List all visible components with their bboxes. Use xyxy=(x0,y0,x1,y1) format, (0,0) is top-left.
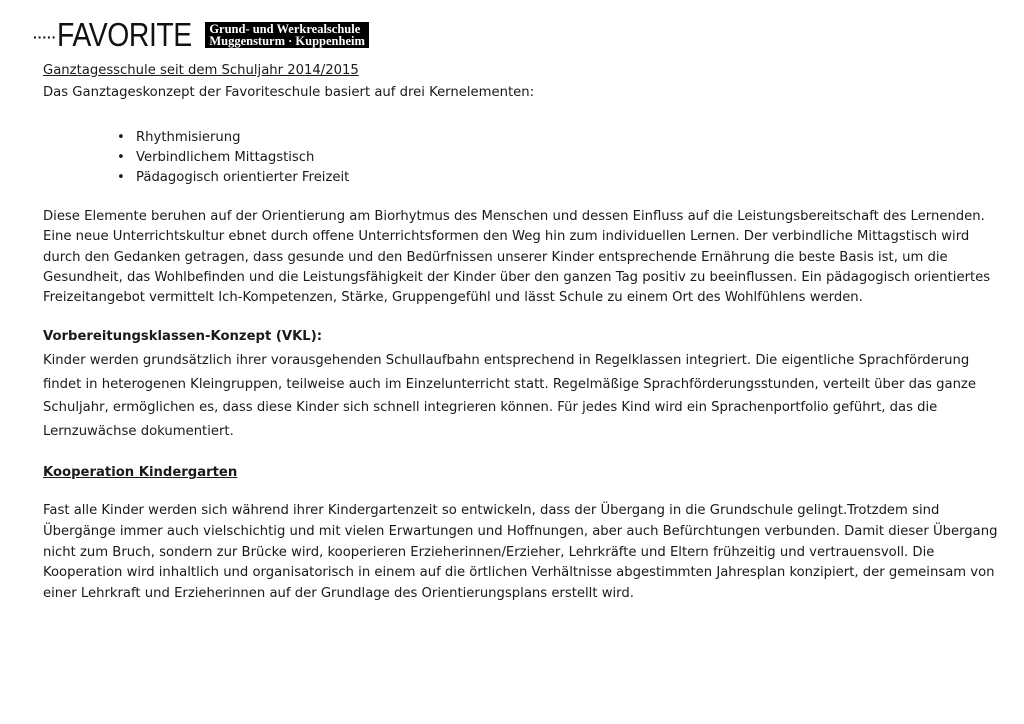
bullet-icon: • xyxy=(117,130,125,145)
heading-ganztagesschule: Ganztagesschule seit dem Schuljahr 2014/2015 xyxy=(43,63,359,78)
ganztag-paragraph: Diese Elemente beruhen auf der Orientierung am Biorhytmus des Menschen und dessen Einfluss auf die Leistungsbereitschaft des Lernenden. Eine neue Unterrichtskultur ebnet durch offene Unterrichtsformen den Weg hin zum individuellen Lernen. Der verbindliche Mittagstisch wird durch den Gedanken getragen, dass gesunde und den Bedürfnissen unserer Kinder entsprechende Ernährung die beste Basis ist, um die Gesundheit, das Wohlbefinden und die Leistungsfähigkeit der Kinder über den ganzen Tag positiv zu beeinflussen. Ein pädagogisch orientiertes Freizeitangebot vermittelt Ich-Kompetenzen, Stärke, Gruppengefühl und lässt Schule zu einem Ort des Wohlfühlens werden. xyxy=(43,209,991,306)
core-elements-list xyxy=(43,128,1003,188)
list-item-label: Verbindlichem Mittagstisch xyxy=(136,150,315,165)
logo-wordmark: FAVORITE xyxy=(57,16,193,53)
logo-dots: ····· xyxy=(33,29,57,45)
intro-text: Das Ganztageskonzept der Favoriteschule basiert auf drei Kernelementen: xyxy=(43,85,535,100)
school-logo xyxy=(33,16,369,53)
list-item-label: Pädagogisch orientierter Freizeit xyxy=(136,170,350,185)
list-item xyxy=(43,168,1003,188)
list-item-label: Rhythmisierung xyxy=(136,130,241,145)
section-ganztagesschule xyxy=(43,60,1003,308)
heading-vkl: Vorbereitungsklassen-Konzept (VKL): xyxy=(43,329,323,345)
bullet-icon: • xyxy=(117,170,125,185)
section-kooperation-kindergarten xyxy=(43,463,1003,604)
heading-kooperation-kindergarten: Kooperation Kindergarten xyxy=(43,465,238,481)
list-item xyxy=(43,148,1003,168)
section-vkl xyxy=(43,327,1003,443)
logo-school-type: Grund- und Werkrealschule xyxy=(209,22,361,36)
list-item xyxy=(43,128,1003,148)
vkl-paragraph: Kinder werden grundsätzlich ihrer vorausgehenden Schullaufbahn entsprechend in Regelklassen integriert. Die eigentliche Sprachförderung findet in heterogenen Kleingruppen, teilweise auch im Einzelunterricht statt. Regelmäßige Sprachförderungsstunden, verteilt über das ganze Schuljahr, ermöglichen es, dass diese Kinder sich schnell integrieren können. Für jedes Kind wird ein Sprachenportfolio geführt, das die Lernzuwächse dokumentiert. xyxy=(43,353,976,439)
bullet-icon: • xyxy=(117,150,125,165)
logo-school-location: Muggensturm · Kuppenheim xyxy=(209,34,365,48)
logo-school-name-box xyxy=(205,22,369,48)
kooperation-paragraph: Fast alle Kinder werden sich während ihrer Kindergartenzeit so entwickeln, dass der Übergang in die Grundschule gelingt.Trotzdem sind Übergänge immer auch vielschichtig und mit vielen Erwartungen und Hoffnungen, aber auch Befürchtungen verbunden. Damit dieser Übergang nicht zum Bruch, sondern zur Brücke wird, kooperieren Erzieherinnen/Erzieher, Lehrkräfte und Eltern frühzeitig und vertrauensvoll. Die Kooperation wird inhaltlich und organisatorisch in einem auf die örtlichen Verhältnisse abgestimmten Jahresplan konzipiert, der gemeinsam von einer Lehrkraft und Erzieherinnen auf der Grundlage des Orientierungsplans erstellt wird. xyxy=(43,503,998,601)
document-body xyxy=(43,60,1003,604)
